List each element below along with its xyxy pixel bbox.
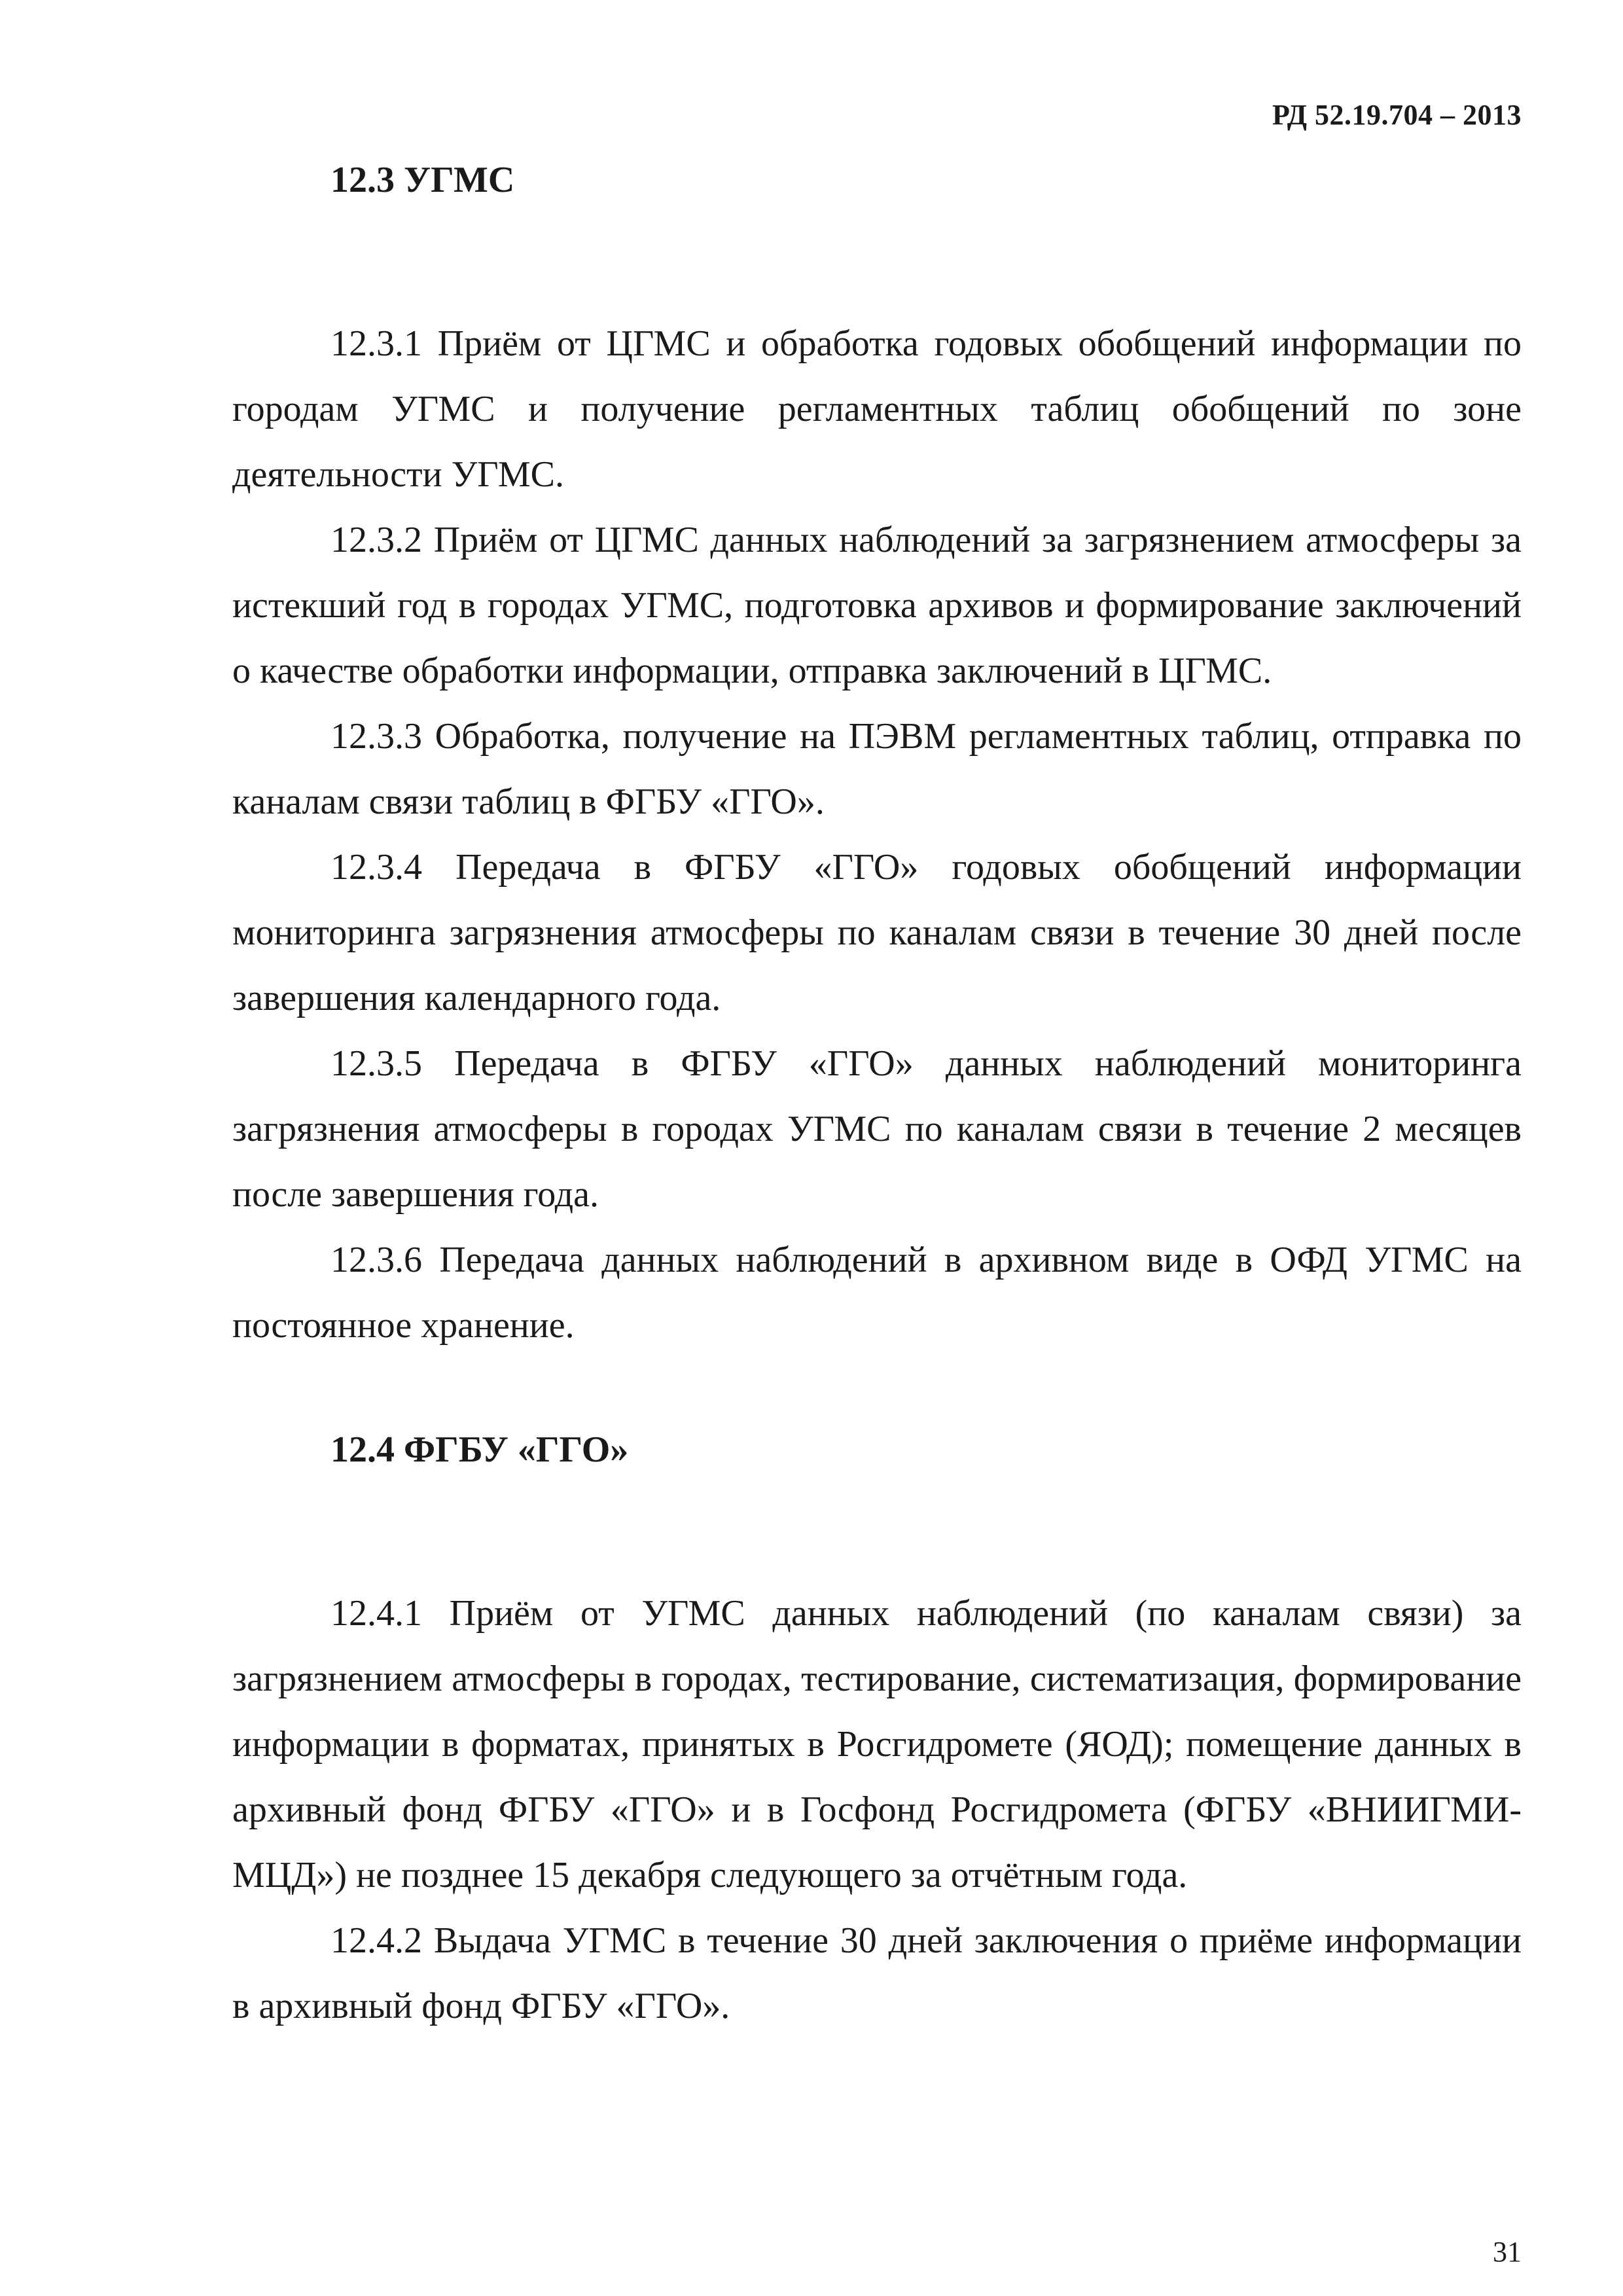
paragraph-12-3-5: 12.3.5 Передача в ФГБУ «ГГО» данных наблюдений мониторинга загрязнения атмосферы в городах УГМС по каналам связи в течение 2 месяцев после завершения года.: [232, 1043, 1522, 1215]
paragraph-12-3-3: 12.3.3 Обработка, получение на ПЭВМ регламентных таблиц, отправка по каналам связи таблиц в ФГБУ «ГГО».: [232, 716, 1522, 822]
paragraph-12-3-4: 12.3.4 Передача в ФГБУ «ГГО» годовых обобщений информации мониторинга загрязнения атмосферы по каналам связи в течение 30 дней после завершения календарного года.: [232, 847, 1522, 1018]
page-content: [232, 147, 1522, 2039]
document-code: РД 52.19.704 – 2013: [1272, 99, 1522, 131]
paragraph-12-3-2: 12.3.2 Приём от ЦГМС данных наблюдений за загрязнением атмосферы за истекший год в городах УГМС, подготовка архивов и формирование заключений о качестве обработки информации, отправка заключений в ЦГМС.: [232, 520, 1522, 691]
page-number: 31: [1493, 2236, 1522, 2268]
paragraph-12-4-2: 12.4.2 Выдача УГМС в течение 30 дней заключения о приёме информации в архивный фонд ФГБУ «ГГО».: [232, 1920, 1522, 2026]
paragraph-12-3-1: 12.3.1 Приём от ЦГМС и обработка годовых обобщений информации по городам УГМС и получение регламентных таблиц обобщений по зоне деятельности УГМС.: [232, 323, 1522, 495]
section-heading-12-4: 12.4 ФГБУ «ГГО»: [330, 1429, 629, 1470]
paragraph-12-3-6: 12.3.6 Передача данных наблюдений в архивном виде в ОФД УГМС на постоянное хранение.: [232, 1240, 1522, 1346]
section-heading-12-3: 12.3 УГМС: [330, 160, 515, 200]
paragraph-12-4-1: 12.4.1 Приём от УГМС данных наблюдений (по каналам связи) за загрязнением атмосферы в городах, тестирование, систематизация, формирование информации в форматах, принятых в Росгидромете (ЯОД); помещение данных в архивный фонд ФГБУ «ГГО» и в Госфонд Росгидромета (ФГБУ «ВНИИГМИ-МЦД») не позднее 15 декабря следующего за отчётным года.: [232, 1593, 1522, 1895]
